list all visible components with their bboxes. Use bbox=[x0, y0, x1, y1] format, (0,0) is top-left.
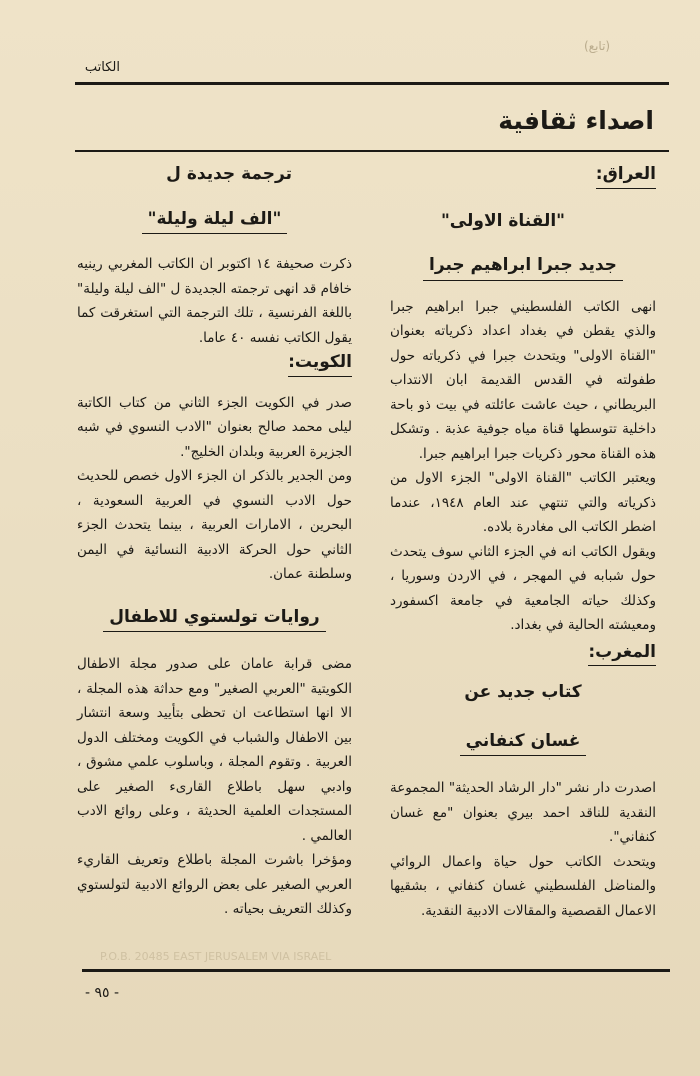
page-number: - ٩٥ - bbox=[85, 985, 120, 1001]
left-column bbox=[77, 162, 352, 922]
morocco-paragraph-1: اصدرت دار نشر "دار الرشاد الحديثة" المجموعة النقدية للناقد احمد بيري بعنوان "مع غسان كنفاني". bbox=[390, 780, 656, 845]
iraq-paragraph-1: انهى الكاتب الفلسطيني جبرا ابراهيم جبرا والذي يقطن في بغداد اعداد ذكرياته بعنوان "القناة الاولى" ويتحدث جبرا في ذكرياته حول طفولته في القدس القديمة ابان الانتداب البريطاني ، حيث عاشت عائلته في بيت ذو باحة داخلية تتوسطها قناة مياه جوفية عذبة . وتشكل هذه القناة محور ذكريات جبرا ابراهيم جبرا. bbox=[390, 298, 656, 462]
iraq-paragraph-2: ويعتبر الكاتب "القناة الاولى" الجزء الاول من ذكرياته والتي تنتهي عند العام ١٩٤٨، عندما اضطر الكاتب الى مغادرة بلاده. bbox=[390, 470, 656, 535]
magazine-name: الكاتب bbox=[84, 60, 120, 75]
header-rule bbox=[75, 82, 669, 85]
kuwait-paragraph-1: صدر في الكويت الجزء الثاني من كتاب الكاتبة ليلى محمد صالح بعنوان "الادب النسوي في شبه الجزيرة العربية وبلدان الخليج". bbox=[77, 394, 352, 460]
iraq-headline: جديد جبرا ابراهيم جبرا bbox=[423, 253, 623, 281]
morocco-headline-line1: كتاب جديد عن bbox=[464, 682, 582, 702]
translation-paragraph-1: ذكرت صحيفة ١٤ اكتوبر ان الكاتب المغربي رينيه خافام قد انهى ترجمته الجديدة ل "الف ليلة وليلة" باللغة الفرنسية ، تلك الترجمة التي استغرقت كما يقول الكاتب نفسه ٤٠ عاما. bbox=[77, 256, 352, 346]
morocco-headline-line2: غسان كنفاني bbox=[460, 729, 587, 757]
translation-headline-line2: "الف ليلة وليلة" bbox=[142, 207, 288, 235]
footer-rule bbox=[82, 969, 670, 972]
tolstoy-headline: روايات تولستوي للاطفال bbox=[103, 605, 325, 633]
country-heading-morocco: المغرب: bbox=[588, 640, 656, 667]
section-rule bbox=[75, 150, 669, 152]
tolstoy-paragraph-2: ومؤخرا باشرت المجلة باطلاع وتعريف القاريء العربي الصغير على بعض الروائع الادبية لتولستوي وكذلك التعريف بحياته . bbox=[77, 852, 352, 917]
iraq-quote-title: "القناة الاولى" bbox=[440, 210, 566, 231]
iraq-paragraph-3: ويقول الكاتب انه في الجزء الثاني سوف يتحدث حول شبابه في المهجر ، في الاردن وسوريا ، وكذلك حياته الجامعية في جامعة اكسفورد ومعيشته الحالية في بغداد. bbox=[390, 543, 656, 633]
section-title: اصداء ثقافية bbox=[498, 106, 654, 135]
ghost-bleed-text: P.O.B. 20485 EAST JERUSALEM VIA ISRAEL bbox=[100, 950, 332, 963]
morocco-paragraph-2: ويتحدث الكاتب حول حياة واعمال الروائي والمناضل الفلسطيني غسان كنفاني ، بشقيها الاعمال القصصية والمقالات الادبية النقدية. bbox=[390, 853, 656, 919]
right-column bbox=[390, 162, 656, 923]
tolstoy-paragraph-1: مضى قرابة عامان على صدور مجلة الاطفال الكويتية "العربي الصغير" ومع حداثة هذه المجلة ، الا انها استطاعت ان تحظى بتأييد وسعة انتشار بين الاطفال والشباب في الكويت ومختلف الدول العربية . وتقوم المجلة ، وباسلوب علمي مشوق ، وادبي سهل باطلاع القارىء الصغير على المستجدات العلمية الحديثة ، وعلى روائع الادب العالمي . bbox=[77, 656, 352, 844]
country-heading-iraq: العراق: bbox=[596, 162, 656, 189]
kuwait-paragraph-2: ومن الجدير بالذكر ان الجزء الاول خصص للحديث حول الادب النسوي في العربية السعودية ، البحرين ، الامارات العربية ، بينما يتحدث الجزء الثاني حول الحركة الادبية النسائية في اليمن وسلطنة عمان. bbox=[77, 468, 352, 582]
translation-headline-line1: ترجمة جديدة ل bbox=[166, 164, 292, 184]
country-heading-kuwait: الكويت: bbox=[288, 350, 352, 377]
ghost-header-label: (تابع) bbox=[584, 39, 611, 53]
